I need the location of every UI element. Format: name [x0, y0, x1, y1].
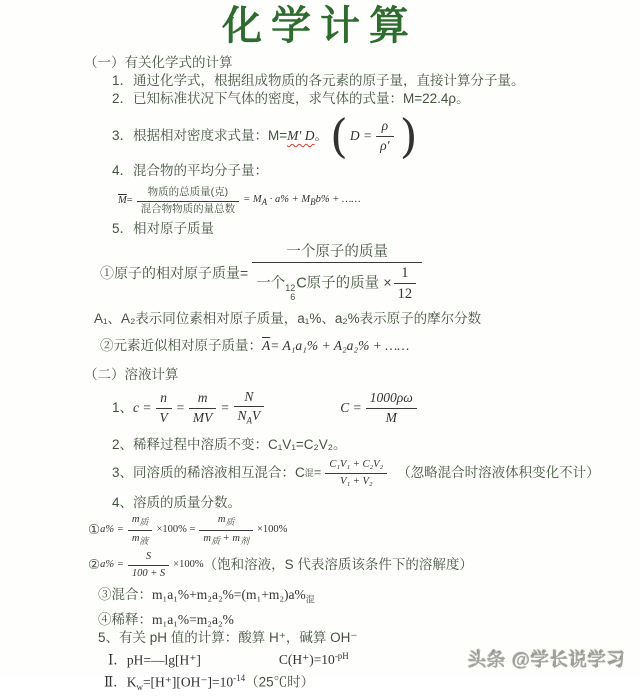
s1-item4-label: 4．混合物的平均分子量：: [112, 163, 269, 178]
kw-formula: =[H⁺][OH⁻]=10: [142, 674, 234, 690]
s2-item2: 2、稀释过程中溶质不变：C₁V₁=C₂V₂。: [112, 437, 347, 452]
rhs-part: = M: [243, 193, 262, 205]
concentration-lhs: C =: [340, 400, 362, 415]
fraction-numerator: [199, 513, 253, 530]
isotope-prescript: [285, 284, 295, 302]
s1-item4-rhs: [243, 191, 360, 211]
roman-numeral-1: Ⅰ．: [108, 652, 127, 668]
den-part: V: [252, 408, 261, 424]
s1-item5-label: 5．相对原子质量: [112, 221, 215, 236]
frac-n-over-nav: [234, 389, 265, 428]
solute-subscript: 质: [139, 517, 149, 528]
fraction-denominator: [234, 407, 265, 427]
c2-lhs: a% =: [100, 559, 124, 570]
mix-subscript: 混: [305, 594, 315, 605]
abar-symbol: $\overline{A}$: [262, 338, 271, 353]
frac-mass-solvent: [199, 513, 253, 547]
frac-solubility: [128, 550, 169, 579]
c3-equation: m₁a₁%+m₂a₂%=(m₁+m₂)a%: [152, 587, 306, 602]
fraction-denominator: [128, 531, 153, 547]
solution-subscript: 液: [139, 535, 149, 546]
c1-post: ×100%: [256, 524, 288, 535]
den-part: 一个: [256, 275, 286, 292]
c4-equation: m₁a₁%=m₂a₂%: [152, 611, 234, 627]
s1-c2-rhs: = A₁a₁% + A₂a₂% + ……: [270, 338, 410, 353]
ph-formula: pH=—lg[H⁺]: [126, 652, 201, 668]
s2-item5-label: 5、有关 pH 值的计算：酸算 H⁺，碱算 OH⁻: [98, 629, 358, 645]
den-part: N: [237, 408, 247, 424]
mass-symbol: m: [203, 532, 211, 544]
s2-item4-c3: [84, 586, 640, 609]
c4-label: ④稀释：: [98, 611, 152, 627]
c1-mid: ×100% =: [156, 524, 196, 535]
fraction-numerator: [128, 513, 153, 530]
atomic-number: 6: [290, 292, 296, 303]
h-concentration-formula: C(H⁺)=10: [278, 652, 335, 668]
s2-item4-label: 4、溶质的质量分数。: [112, 495, 242, 510]
frac-mass-solution: [128, 513, 153, 547]
c1-lhs: a% =: [100, 524, 124, 535]
w-subscript: w: [136, 682, 143, 693]
fraction-numerator: m: [189, 390, 217, 409]
solute-subscript: 质: [211, 535, 221, 546]
s1-c1-fraction: [252, 243, 422, 303]
mass-symbol: + m: [220, 532, 240, 544]
rhs-subscript: B: [310, 197, 316, 208]
fraction-numerator: 1: [394, 264, 417, 284]
frac-n-over-v: [156, 390, 172, 427]
s2-item1-number: 1、: [112, 400, 134, 415]
close-paren: ): [399, 108, 418, 163]
s1-isotope-note: A₁、A₂表示同位素相对原子质量，a₁%、a₂%表示原子的摩尔分数: [94, 311, 482, 326]
fraction-numerator: C₁V₁ + C₂V₂: [325, 458, 387, 473]
mbar-symbol: $\overline{M}$: [118, 195, 127, 206]
fraction-numerator: 物质的总质量(克): [137, 186, 240, 201]
solute-subscript: 质: [225, 517, 235, 528]
s1-c2-label: ②元素近似相对原子质量：: [100, 338, 262, 353]
s1-item5-c1: [84, 242, 640, 304]
mix-subscript: 混: [304, 468, 314, 478]
fraction-numerator: S: [128, 550, 169, 565]
fraction-denominator: 12: [397, 286, 413, 303]
fraction-numerator: 1000ρω: [366, 390, 417, 409]
mass-number: 12: [285, 283, 296, 294]
roman-numeral-2: Ⅱ．: [104, 674, 127, 690]
fraction-denominator: 100 + S: [131, 567, 166, 579]
fraction-denominator: [252, 263, 422, 303]
equals-sign: =: [313, 465, 322, 480]
circle-2-mark: ②: [88, 557, 101, 572]
one-twelfth-fraction: [394, 264, 417, 303]
content: [0, 54, 640, 696]
s2-item4-c2: [84, 550, 640, 580]
toutiao-watermark: 头条 @学长说学习: [468, 650, 626, 670]
s2-item1-formula: [84, 388, 640, 428]
rhs-subscript: A: [261, 197, 268, 208]
section1-header: （一）有关化学式的计算: [84, 55, 233, 70]
temperature-note: （25℃时）: [245, 674, 315, 690]
c2-mid: ×100%: [173, 559, 204, 570]
s1-c1-label: ①原子的相对原子质量=: [100, 265, 249, 281]
s1-item3-paren-lhs: D =: [349, 128, 373, 143]
fraction-denominator: V: [159, 409, 168, 425]
s1-item3-text: 3．根据相对密度求式量：M=: [112, 128, 288, 143]
equals-sign: =: [175, 400, 185, 415]
c3-label: ③混合：: [98, 587, 152, 602]
s2-item4-c1: [84, 514, 640, 546]
s1-item4-fraction: [137, 186, 240, 215]
mix-fraction: [325, 458, 387, 487]
s2-item4-c4: [84, 611, 640, 629]
s2-item3-text: 3、同溶质的稀溶液相互混合：C: [112, 465, 305, 480]
ph-line-2: [84, 669, 640, 696]
den-part: C原子的质量 ×: [296, 275, 392, 292]
fraction-denominator: V₁ + V₂: [340, 475, 373, 487]
mass-symbol: m: [131, 514, 140, 526]
section2-header: （二）溶液计算: [84, 367, 179, 382]
fraction-numerator: ρ: [376, 118, 393, 137]
s1-item3-fraction: [376, 118, 393, 155]
s2-item3: [84, 456, 640, 490]
s1-item5-c2: [84, 336, 640, 356]
s1-item2: 2．已知标准状况下气体的密度，求气体的式量：M=22.4ρ。: [112, 91, 470, 106]
fraction-numerator: n: [156, 390, 172, 409]
frac-1000pw-over-m: [366, 390, 417, 427]
s1-item1: 1．通过化学式，根据组成物质的各元素的原子量，直接计算分子量。: [112, 73, 525, 88]
circle-1-mark: ①: [88, 522, 101, 537]
rhs-part: b% + ……: [315, 193, 361, 205]
solvent-subscript: 剂: [239, 535, 249, 546]
neg-ph-exponent: -pH: [334, 650, 349, 661]
rhs-part: · a% + M: [267, 193, 311, 205]
fraction-denominator: 混合物物质的量总数: [140, 202, 236, 215]
molarity-lhs: c =: [133, 400, 152, 415]
s1-item4-formula: [84, 186, 640, 216]
kw-symbol: K: [126, 674, 137, 690]
neg-14-exponent: -14: [233, 673, 246, 684]
mass-symbol: m: [131, 532, 140, 544]
fraction-denominator: [199, 531, 253, 547]
frac-m-over-mv: [189, 390, 217, 427]
fraction-numerator: N: [234, 389, 265, 408]
s1-item3: [84, 110, 640, 162]
fraction-denominator: MV: [192, 409, 213, 425]
s2-item3-note: （忽略混合时溶液体积变化不计）: [397, 465, 600, 480]
equals-sign: =: [126, 195, 133, 206]
fraction-denominator: M: [385, 409, 397, 425]
avogadro-subscript: A: [246, 416, 253, 427]
page-title: 化学计算: [222, 2, 418, 49]
c2-note: （饱和溶液，S 代表溶质该条件下的溶解度）: [203, 557, 473, 572]
s1-item3-period: 。: [314, 128, 328, 143]
fraction-denominator: ρ′: [380, 137, 390, 153]
mass-symbol: m: [217, 514, 226, 526]
fraction-numerator: 一个原子的质量: [252, 243, 422, 263]
s1-item3-underlined-math: M′ D: [287, 128, 315, 143]
equals-sign: =: [220, 400, 230, 415]
open-paren: (: [329, 108, 348, 163]
